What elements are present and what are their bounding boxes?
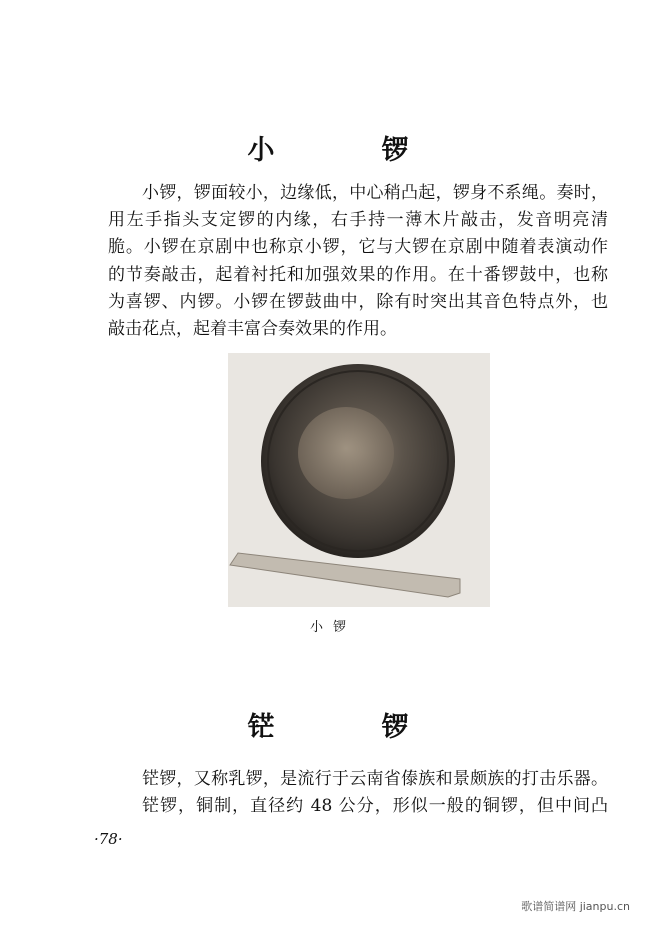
paragraph-line: 的节奏敲击，起着衬托和加强效果的作用。在十番锣鼓中，也称	[108, 264, 608, 285]
section-title-mangluo: 铓 锣	[247, 712, 449, 743]
small-gong-photo	[228, 353, 490, 607]
watermark: 歌谱简谱网 jianpu.cn	[521, 900, 630, 913]
paragraph-line: 为喜锣、内锣。小锣在锣鼓曲中，除有时突出其音色特点外，也	[108, 291, 608, 312]
paragraph-line: 铓锣，铜制，直径约 48 公分，形似一般的铜锣，但中间凸	[142, 796, 608, 817]
paragraph-line: 脆。小锣在京剧中也称京小锣，它与大锣在京剧中随着表演动作	[108, 237, 608, 258]
section-title-xiaoluo: 小 锣	[247, 135, 449, 166]
paragraph-line: 铓锣，又称乳锣，是流行于云南省傣族和景颇族的打击乐器。	[142, 769, 608, 789]
photo-caption: 小锣	[309, 620, 356, 635]
page-number: ·78·	[94, 830, 123, 848]
paragraph-line: 小锣，锣面较小，边缘低，中心稍凸起，锣身不系绳。奏时，	[142, 183, 608, 203]
section-paragraph-xiaoluo	[108, 180, 608, 343]
paragraph-line: 用左手指头支定锣的内缘，右手持一薄木片敲击，发音明亮清	[108, 210, 608, 231]
gong-boss	[298, 407, 394, 499]
paragraph-line: 敲击花点，起着丰富合奏效果的作用。	[108, 319, 397, 340]
section-paragraph-mangluo	[142, 766, 608, 820]
